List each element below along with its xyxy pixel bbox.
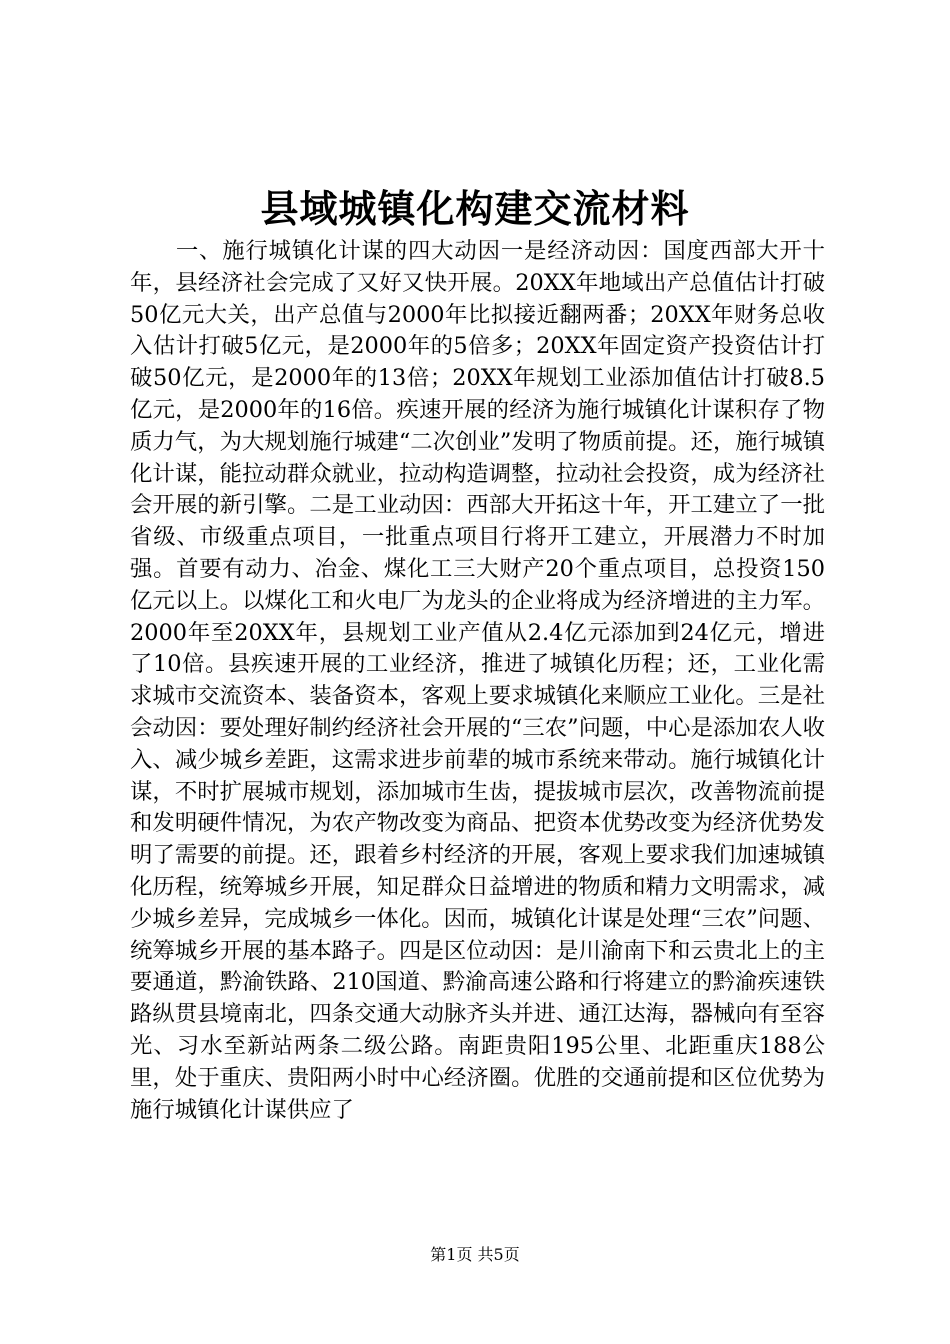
document-title: 县域城镇化构建交流材料 [260,186,690,231]
page-number-label: 第1页 共5页 [430,1245,520,1264]
document-body [130,236,825,1126]
body-text: 一、施行城镇化计谋的四大动因一是经济动因：国度西部大开十年，县经济社会完成了又好又快开展。20XX年地域出产总值估计打破50亿元大关，出产总值与2000年比拟接近翻两番；20XX年财务总收入估计打破5亿元，是2000年的5倍多；20XX年固定资产投资估计打破50亿元，是2000年的13倍；20XX年规划工业添加值估计打破8.5亿元，是2000年的16倍。疾速开展的经济为施行城镇化计谋积存了物质力气，为大规划施行城建“二次创业”发明了物质前提。还，施行城镇化计谋，能拉动群众就业，拉动构造调整，拉动社会投资，成为经济社会开展的新引擎。二是工业动因：西部大开拓这十年，开工建立了一批省级、市级重点项目，一批重点项目行将开工建立，开展潜力不时加强。首要有动力、冶金、煤化工三大财产20个重点项目，总投资150亿元以上。以煤化工和火电厂为龙头的企业将成为经济增进的主力军。2000年至20XX年，县规划工业产值从2.4亿元添加到24亿元，增进了10倍。县疾速开展的工业经济，推进了城镇化历程；还，工业化需求城市交流资本、装备资本，客观上要求城镇化来顺应工业化。三是社会动因：要处理好制约经济社会开展的“三农”问题，中心是添加农人收入、减少城乡差距，这需求进步前辈的城市系统来带动。施行城镇化计谋，不时扩展城市规划，添加城市生齿，提拔城市层次，改善物流前提和发明硬件情况，为农产物改变为商品、把资本优势改变为经济优势发明了需要的前提。还，跟着乡村经济的开展，客观上要求我们加速城镇化历程，统筹城乡开展，知足群众日益增进的物质和精力文明需求，减少城乡差异，完成城乡一体化。因而，城镇化计谋是处理“三农”问题、统筹城乡开展的基本路子。四是区位动因：是川渝南下和云贵北上的主要通道，黔渝铁路、210国道、黔渝高速公路和行将建立的黔渝疾速铁路纵贯县境南北，四条交通大动脉齐头并进、通江达海，器械向有至容光、习水至新站两条二级公路。南距贵阳195公里、北距重庆188公里，处于重庆、贵阳两小时中心经济圈。优胜的交通前提和区位优势为施行城镇化计谋供应了 [130,238,825,1123]
page-footer [0,1243,950,1267]
